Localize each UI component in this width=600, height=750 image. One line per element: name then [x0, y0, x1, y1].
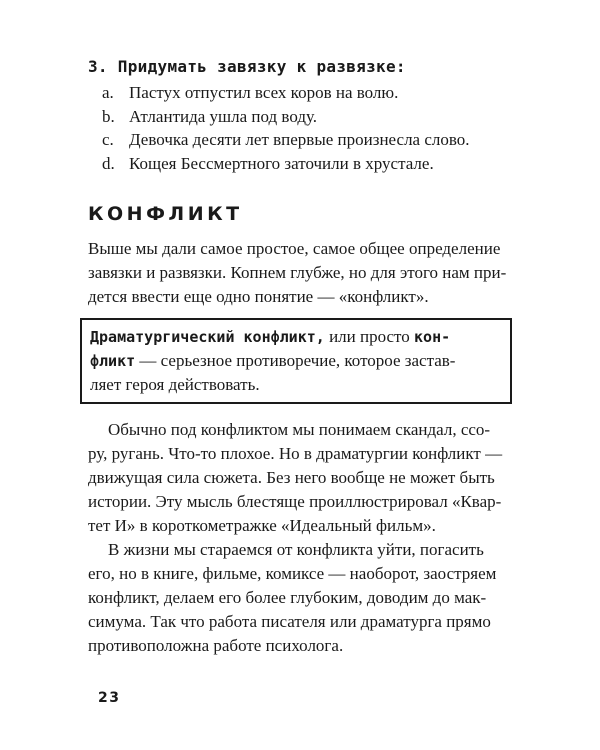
- list-marker: a.: [102, 83, 114, 102]
- list-item-text: Девочка десяти лет впервые произнесла слово.: [129, 130, 470, 149]
- definition-box: [80, 318, 512, 404]
- list-item: [88, 81, 528, 105]
- definition-term: Драматургический конфликт,: [90, 328, 325, 346]
- text-line: ру, ругань. Что-то плохое. Но в драматургии конфликт —: [88, 444, 503, 463]
- text-line: истории. Эту мысль блестяще проиллюстрировал «Квар-: [88, 492, 502, 511]
- text-line: Обычно под конфликтом мы понимаем скандал, ссо-: [108, 420, 491, 439]
- text-line: его, но в книге, фильме, комиксе — наоборот, заостряем: [88, 564, 497, 583]
- list-marker: c.: [102, 130, 114, 149]
- list-marker: d.: [102, 153, 115, 173]
- definition-line-2: [90, 349, 510, 373]
- definition-line-3: ляет героя действовать.: [90, 375, 260, 394]
- body-paragraph-1: [88, 418, 518, 538]
- list-item: [88, 152, 528, 176]
- definition-term-alt-part1: кон-: [414, 328, 451, 346]
- body-paragraph-2: [88, 538, 518, 658]
- list-item: [88, 105, 528, 129]
- exercise-task: [88, 55, 528, 175]
- text-line: симума. Так что работа писателя или драматурга прямо: [88, 612, 491, 631]
- list-item: [88, 128, 528, 152]
- text-line: В жизни мы стараемся от конфликта уйти, погасить: [108, 540, 484, 559]
- intro-paragraph: [88, 237, 508, 309]
- text-line: противоположна работе психолога.: [88, 636, 344, 655]
- definition-connector: или просто: [324, 327, 415, 346]
- section-title: КОНФЛИКТ: [88, 203, 243, 225]
- text-line: тет И» в короткометражке «Идеальный фильм».: [88, 516, 436, 535]
- exercise-heading: 3. Придумать завязку к развязке:: [88, 57, 406, 76]
- exercise-list: [88, 81, 528, 175]
- definition-term-alt-part2: фликт: [90, 352, 136, 370]
- definition-text: — серьезное противоречие, которое застав-: [135, 351, 456, 370]
- list-item-text: Кощея Бессмертного заточили в хрустале.: [129, 153, 434, 173]
- list-marker: b.: [102, 106, 115, 126]
- text-line: дется ввести еще одно понятие — «конфликт».: [88, 287, 429, 306]
- text-line: движущая сила сюжета. Без него вообще не может быть: [88, 468, 495, 487]
- text-line: завязки и развязки. Копнем глубже, но для этого нам при-: [88, 263, 507, 282]
- page-number: 23: [98, 690, 121, 706]
- definition-line-1: [90, 325, 510, 349]
- text-line: Выше мы дали самое простое, самое общее определение: [88, 239, 501, 258]
- text-line: конфликт, делаем его более глубоким, доводим до мак-: [88, 588, 487, 607]
- list-item-text: Атлантида ушла под воду.: [129, 106, 318, 126]
- list-item-text: Пастух отпустил всех коров на волю.: [129, 83, 399, 102]
